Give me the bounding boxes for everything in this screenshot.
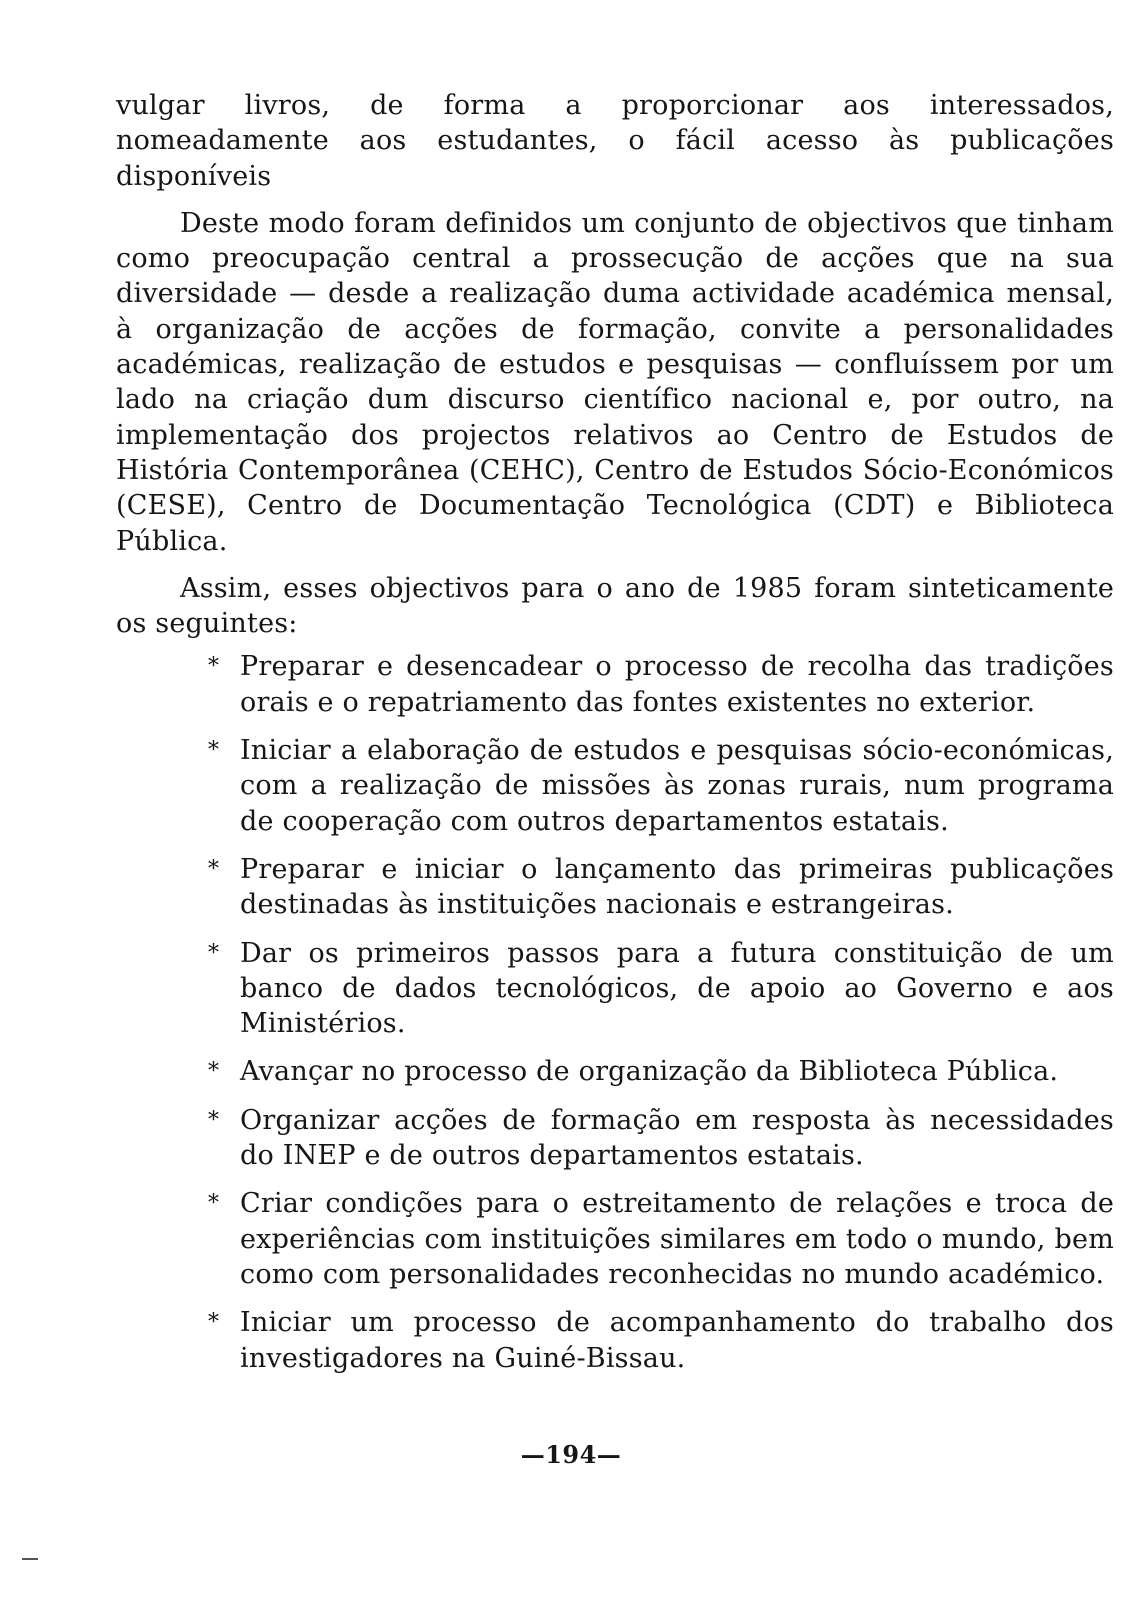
paragraph-1985-objectives: Assim, esses objectivos para o ano de 1985 foram sinteticamente os seguintes: <box>116 572 1114 640</box>
list-item <box>116 936 1114 1042</box>
list-item-text: Criar condições para o estreitamento de relações e troca de experiências com instituições similares em todo o mundo, bem como com personalidades reconhecidas no mundo académico. <box>240 1188 1114 1290</box>
list-item <box>116 1305 1114 1376</box>
list-item <box>116 1054 1114 1089</box>
bullet-asterisk-icon: * <box>208 1107 220 1133</box>
list-item <box>116 733 1114 839</box>
list-item-text: Dar os primeiros passos para a futura constituição de um banco de dados tecnológicos, de apoio ao Governo e aos Ministérios. <box>240 937 1114 1040</box>
bullet-asterisk-icon: * <box>208 940 220 966</box>
bullet-asterisk-icon: * <box>208 738 220 764</box>
page-number: —194— <box>520 1440 622 1469</box>
bullet-asterisk-icon: * <box>208 856 220 882</box>
list-item-text: Iniciar a elaboração de estudos e pesquisas sócio-económicas, com a realização de missões às zonas rurais, num programa de cooperação com outros departamentos estatais. <box>240 735 1114 837</box>
list-item-text: Avançar no processo de organização da Biblioteca Pública. <box>240 1056 1059 1088</box>
list-item-text: Iniciar um processo de acompanhamento do trabalho dos investigadores na Guiné-Bissau. <box>240 1307 1114 1374</box>
bullet-asterisk-icon: * <box>208 1310 220 1336</box>
list-item-text: Organizar acções de formação em resposta às necessidades do INEP e de outros departamentos estatais. <box>240 1104 1114 1172</box>
paragraph-continuation: vulgar livros, de forma a proporcionar aos interessados, nomeadamente aos estudantes, o fácil acesso às publicações disponíveis <box>116 90 1114 192</box>
scan-edge-mark <box>22 1558 38 1560</box>
list-item-text: Preparar e desencadear o processo de recolha das tradições orais e o repatriamento das fontes existentes no exterior. <box>240 651 1114 718</box>
bullet-asterisk-icon: * <box>208 654 220 680</box>
list-item <box>116 852 1114 923</box>
bullet-asterisk-icon: * <box>208 1191 220 1217</box>
list-item <box>116 1103 1114 1174</box>
objectives-list <box>116 649 1114 1375</box>
bullet-asterisk-icon: * <box>208 1059 220 1085</box>
list-item <box>116 649 1114 720</box>
list-item-text: Preparar e iniciar o lançamento das primeiras publicações destinadas às instituições nacionais e estrangeiras. <box>240 853 1114 921</box>
body-text <box>116 88 1114 1389</box>
list-item <box>116 1186 1114 1292</box>
paragraph-objectives-intro: Deste modo foram definidos um conjunto de objectivos que tinham como preocupação central a prossecução de acções que na sua diversidade — desde a realização duma actividade académica mensal, à organização de acções de formação, convite a personalidades académicas, realização de estudos e pesquisas — confluíssem por um lado na criação dum discurso científico nacional e, por outro, na implementação dos projectos relativos ao Centro de Estudos de História Contemporânea (CEHC), Centro de Estudos Sócio-Económicos (CESE), Centro de Documentação Tecnológica (CDT) e Biblioteca Pública. <box>116 207 1114 557</box>
